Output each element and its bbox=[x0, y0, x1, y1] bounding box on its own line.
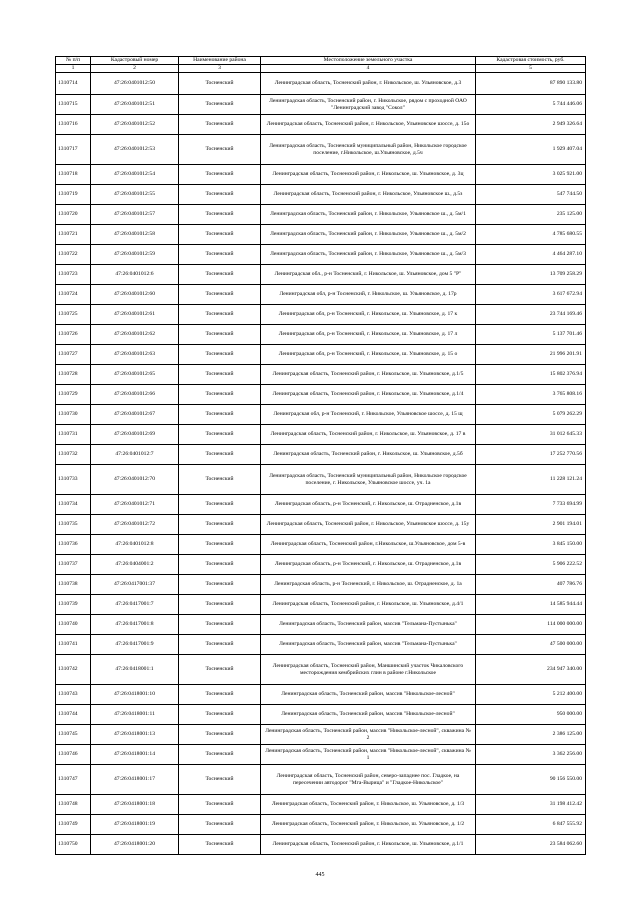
location-cell: Ленинградская область, Тосненский район, массив "Тельмана-Пустынька" bbox=[261, 615, 476, 635]
cost-cell: 23 744 169.46 bbox=[476, 305, 586, 325]
table-row bbox=[56, 73, 586, 95]
cost-cell: 234 947 340.00 bbox=[476, 655, 586, 685]
cadastral-number-cell: 47:26:0418001:20 bbox=[91, 835, 179, 855]
row-index-cell: 1310743 bbox=[56, 685, 91, 705]
cost-cell: 2 386 125.00 bbox=[476, 725, 586, 745]
row-index-cell: 1310732 bbox=[56, 445, 91, 465]
district-cell: Тосненский bbox=[179, 655, 261, 685]
district-cell: Тосненский bbox=[179, 225, 261, 245]
table-row bbox=[56, 495, 586, 515]
location-cell: Ленинградская обл, р-н Тосненский, г. Никольское, ш. Ульяновское, д. 17 к bbox=[261, 305, 476, 325]
cost-cell: 23 584 062.60 bbox=[476, 835, 586, 855]
cost-cell: 31 198 412.42 bbox=[476, 795, 586, 815]
row-index-cell: 1310745 bbox=[56, 725, 91, 745]
table-body bbox=[56, 73, 586, 855]
table-row bbox=[56, 225, 586, 245]
row-index-cell: 1310733 bbox=[56, 465, 91, 495]
cost-cell: 13 709 258.29 bbox=[476, 265, 586, 285]
row-index-cell: 1310742 bbox=[56, 655, 91, 685]
row-index-cell: 1310717 bbox=[56, 135, 91, 165]
district-cell: Тосненский bbox=[179, 685, 261, 705]
district-cell: Тосненский bbox=[179, 285, 261, 305]
location-cell: Ленинградская область, Тосненский район, массив "Никольское-лесной", скважина № 1 bbox=[261, 745, 476, 765]
cost-cell: 6 847 555.92 bbox=[476, 815, 586, 835]
table-row bbox=[56, 205, 586, 225]
cadastral-number-cell: 47:26:0401012:61 bbox=[91, 305, 179, 325]
cost-cell: 3 765 808.16 bbox=[476, 385, 586, 405]
cadastral-number-cell: 47:26:0417001:7 bbox=[91, 595, 179, 615]
row-index-cell: 1310721 bbox=[56, 225, 91, 245]
row-index-cell: 1310714 bbox=[56, 73, 91, 95]
table-row bbox=[56, 385, 586, 405]
column-number: 3 bbox=[179, 65, 261, 73]
row-index-cell: 1310735 bbox=[56, 515, 91, 535]
location-cell: Ленинградская область, Тосненский район, г. Никольское, ш. Ульяновское, д.1/4 bbox=[261, 385, 476, 405]
district-cell: Тосненский bbox=[179, 555, 261, 575]
location-cell: Ленинградская область, Тосненский район, г. Никольское, Ульяновское ш., д. 5м/2 bbox=[261, 225, 476, 245]
cadastral-number-cell: 47:26:0401012:67 bbox=[91, 405, 179, 425]
cost-cell: 3 025 921.00 bbox=[476, 165, 586, 185]
cost-cell: 4 785 680.55 bbox=[476, 225, 586, 245]
row-index-cell: 1310746 bbox=[56, 745, 91, 765]
row-index-cell: 1310738 bbox=[56, 575, 91, 595]
table-row bbox=[56, 95, 586, 115]
district-cell: Тосненский bbox=[179, 445, 261, 465]
row-index-cell: 1310737 bbox=[56, 555, 91, 575]
location-cell: Ленинградская область, Тосненский район, г. Никольское, Ульяновское ш., д. 5м/1 bbox=[261, 205, 476, 225]
cost-cell: 1 929 407.04 bbox=[476, 135, 586, 165]
row-index-cell: 1310725 bbox=[56, 305, 91, 325]
row-index-cell: 1310729 bbox=[56, 385, 91, 405]
column-number: 1 bbox=[56, 65, 91, 73]
cadastral-number-cell: 47:26:0401012:72 bbox=[91, 515, 179, 535]
location-cell: Ленинградская область, Тосненский район, г. Никольское, ш. Ульяновское, д. 1/2 bbox=[261, 815, 476, 835]
table-row bbox=[56, 705, 586, 725]
cost-cell: 14 585 944.44 bbox=[476, 595, 586, 615]
cadastral-number-cell: 47:26:0401012:50 bbox=[91, 73, 179, 95]
district-cell: Тосненский bbox=[179, 465, 261, 495]
district-cell: Тосненский bbox=[179, 815, 261, 835]
cadastral-number-cell: 47:26:0401012:53 bbox=[91, 135, 179, 165]
row-index-cell: 1310739 bbox=[56, 595, 91, 615]
cadastral-number-cell: 47:26:0418001:13 bbox=[91, 725, 179, 745]
table-row bbox=[56, 115, 586, 135]
row-index-cell: 1310731 bbox=[56, 425, 91, 445]
table-row bbox=[56, 535, 586, 555]
table-row bbox=[56, 745, 586, 765]
location-cell: Ленинградская обл, р-н Тосненский, г. Никольское, ш. Ульяновское, д. 17 л bbox=[261, 325, 476, 345]
location-cell: Ленинградская область, Тосненский район, северо-западнее пос. Гладкое, на пересечении автодорог "Мга-Вырица" и "Гладкое-Никольское" bbox=[261, 765, 476, 795]
location-cell: Ленинградская область, Тосненский район, г. Никольское, Ульяновское ш., д. 5м/3 bbox=[261, 245, 476, 265]
location-cell: Ленинградская область, Тосненский район, г. Никольское, Ульяновское шоссе, д. 15о bbox=[261, 115, 476, 135]
district-cell: Тосненский bbox=[179, 515, 261, 535]
table-row bbox=[56, 245, 586, 265]
district-cell: Тосненский bbox=[179, 835, 261, 855]
page-number: 445 bbox=[315, 872, 325, 878]
column-number: 5 bbox=[476, 65, 586, 73]
cost-cell: 5 079 262.29 bbox=[476, 405, 586, 425]
district-cell: Тосненский bbox=[179, 135, 261, 165]
cost-cell: 3 845 150.00 bbox=[476, 535, 586, 555]
location-cell: Ленинградская область, Тосненский район, массив "Никольское-лесной" bbox=[261, 685, 476, 705]
location-cell: Ленинградская область, Тосненский район, массив "Никольское-лесной", скважина № 2 bbox=[261, 725, 476, 745]
cadastral-number-cell: 47:26:0404001:2 bbox=[91, 555, 179, 575]
cost-cell: 235 125.00 bbox=[476, 205, 586, 225]
cost-cell: 5 212 400.00 bbox=[476, 685, 586, 705]
table-row bbox=[56, 445, 586, 465]
location-cell: Ленинградская область, Тосненский район, г. Никольское, ш. Ульяновское, д.1/5 bbox=[261, 365, 476, 385]
table-row bbox=[56, 815, 586, 835]
cost-cell: 87 890 133.80 bbox=[476, 73, 586, 95]
cadastral-table bbox=[55, 56, 586, 855]
table-row bbox=[56, 405, 586, 425]
table-row bbox=[56, 305, 586, 325]
cadastral-number-cell: 47:26:0401012:63 bbox=[91, 345, 179, 365]
district-cell: Тосненский bbox=[179, 575, 261, 595]
cadastral-number-cell: 47:26:0418001:11 bbox=[91, 705, 179, 725]
table-row bbox=[56, 575, 586, 595]
cost-cell: 950 000.00 bbox=[476, 705, 586, 725]
district-cell: Тосненский bbox=[179, 635, 261, 655]
cost-cell: 47 500 000.00 bbox=[476, 635, 586, 655]
row-index-cell: 1310741 bbox=[56, 635, 91, 655]
column-number: 4 bbox=[261, 65, 476, 73]
document-page bbox=[55, 56, 585, 855]
district-cell: Тосненский bbox=[179, 245, 261, 265]
cadastral-number-cell: 47:26:0417001:37 bbox=[91, 575, 179, 595]
row-index-cell: 1310727 bbox=[56, 345, 91, 365]
row-index-cell: 1310749 bbox=[56, 815, 91, 835]
cadastral-number-cell: 47:26:0418001:17 bbox=[91, 765, 179, 795]
table-row bbox=[56, 425, 586, 445]
header-location: Местоположение земельного участка bbox=[261, 57, 476, 65]
cadastral-number-cell: 47:26:0401012:51 bbox=[91, 95, 179, 115]
row-index-cell: 1310740 bbox=[56, 615, 91, 635]
location-cell: Ленинградская область, Тосненский район, массив "Тельмана-Пустынька" bbox=[261, 635, 476, 655]
cost-cell: 2 949 326.64 bbox=[476, 115, 586, 135]
table-row bbox=[56, 135, 586, 165]
location-cell: Ленинградская область, Тосненский район, г. Никольское, рядом с проходной ОАО "Ленинградский завод "Сокол" bbox=[261, 95, 476, 115]
row-index-cell: 1310748 bbox=[56, 795, 91, 815]
cadastral-number-cell: 47:26:0401012:59 bbox=[91, 245, 179, 265]
row-index-cell: 1310720 bbox=[56, 205, 91, 225]
location-cell: Ленинградская область, Тосненский район, Маншинский участок Чикаловского месторождения кембрийских глин в районе г.Никольское bbox=[261, 655, 476, 685]
location-cell: Ленинградская область, Тосненский район, г. Никольское, ш. Ульяновское, д.1/1 bbox=[261, 835, 476, 855]
district-cell: Тосненский bbox=[179, 705, 261, 725]
location-cell: Ленинградская область, р-н Тосненский, г. Никольское, ш. Отрадненское, д.1в bbox=[261, 495, 476, 515]
cadastral-number-cell: 47:26:0401012:66 bbox=[91, 385, 179, 405]
cost-cell: 5 137 701.46 bbox=[476, 325, 586, 345]
district-cell: Тосненский bbox=[179, 765, 261, 795]
table-row bbox=[56, 655, 586, 685]
district-cell: Тосненский bbox=[179, 325, 261, 345]
header-index: № п/п bbox=[56, 57, 91, 65]
cost-cell: 7 733 694.99 bbox=[476, 495, 586, 515]
district-cell: Тосненский bbox=[179, 165, 261, 185]
cadastral-number-cell: 47:26:0418001:14 bbox=[91, 745, 179, 765]
table-row bbox=[56, 725, 586, 745]
district-cell: Тосненский bbox=[179, 115, 261, 135]
cost-cell: 31 012 645.33 bbox=[476, 425, 586, 445]
table-row bbox=[56, 765, 586, 795]
cadastral-number-cell: 47:26:0401012:52 bbox=[91, 115, 179, 135]
location-cell: Ленинградская область, Тосненский район, г. Никольское, ш. Ульяновское, д.5б bbox=[261, 445, 476, 465]
cost-cell: 407 786.76 bbox=[476, 575, 586, 595]
district-cell: Тосненский bbox=[179, 745, 261, 765]
cadastral-number-cell: 47:26:0401012:71 bbox=[91, 495, 179, 515]
location-cell: Ленинградская обл, р-н Тосненский, г. Никольское, ш. Ульяновское, д. 17р bbox=[261, 285, 476, 305]
table-row bbox=[56, 325, 586, 345]
cadastral-number-cell: 47:26:0401012:7 bbox=[91, 445, 179, 465]
cadastral-number-cell: 47:26:0418001:19 bbox=[91, 815, 179, 835]
district-cell: Тосненский bbox=[179, 265, 261, 285]
location-cell: Ленинградская область, Тосненский район, г. Никольское, ш. Ульяновское, д. 1/3 bbox=[261, 795, 476, 815]
row-index-cell: 1310747 bbox=[56, 765, 91, 795]
table-row bbox=[56, 555, 586, 575]
cadastral-number-cell: 47:26:0401012:54 bbox=[91, 165, 179, 185]
cadastral-number-cell: 47:26:0401012:55 bbox=[91, 185, 179, 205]
cadastral-number-cell: 47:26:0401012:62 bbox=[91, 325, 179, 345]
location-cell: Ленинградская область, Тосненский район, г. Никольское, ш. Ульяновское, д.4/1 bbox=[261, 595, 476, 615]
district-cell: Тосненский bbox=[179, 365, 261, 385]
cadastral-number-cell: 47:26:0401012:58 bbox=[91, 225, 179, 245]
cost-cell: 2 901 194.01 bbox=[476, 515, 586, 535]
cadastral-number-cell: 47:26:0417001:8 bbox=[91, 615, 179, 635]
location-cell: Ленинградская область, Тосненский район, массив "Никольское-лесной" bbox=[261, 705, 476, 725]
location-cell: Ленинградская область, Тосненский район, г. Никольское, Ульяновское ш., д.5з bbox=[261, 185, 476, 205]
cadastral-number-cell: 47:26:0401012:70 bbox=[91, 465, 179, 495]
location-cell: Ленинградская обл, р-н Тосненский, г. Никольское, ш. Ульяновское, д. 15 о bbox=[261, 345, 476, 365]
table-row bbox=[56, 285, 586, 305]
table-row bbox=[56, 685, 586, 705]
district-cell: Тосненский bbox=[179, 305, 261, 325]
district-cell: Тосненский bbox=[179, 795, 261, 815]
location-cell: Ленинградская область, Тосненский муниципальный район, Никольское городское поселение, г.Никольское, ш.Ульяновское, д.5ч bbox=[261, 135, 476, 165]
district-cell: Тосненский bbox=[179, 595, 261, 615]
location-cell: Ленинградская область, Тосненский район, г. Никольское, ш. Ульяновское, д. 3ц bbox=[261, 165, 476, 185]
row-index-cell: 1310724 bbox=[56, 285, 91, 305]
cadastral-number-cell: 47:26:0401012:60 bbox=[91, 285, 179, 305]
district-cell: Тосненский bbox=[179, 95, 261, 115]
cadastral-number-cell: 47:26:0401012:69 bbox=[91, 425, 179, 445]
cadastral-number-cell: 47:26:0401012:65 bbox=[91, 365, 179, 385]
cost-cell: 90 156 550.00 bbox=[476, 765, 586, 795]
cadastral-number-cell: 47:26:0418001:1 bbox=[91, 655, 179, 685]
row-index-cell: 1310719 bbox=[56, 185, 91, 205]
cadastral-number-cell: 47:26:0401012:8 bbox=[91, 535, 179, 555]
cost-cell: 5 744 446.06 bbox=[476, 95, 586, 115]
row-index-cell: 1310736 bbox=[56, 535, 91, 555]
table-row bbox=[56, 265, 586, 285]
location-cell: Ленинградская область, р-н Тосненский, г. Никольское, ш. Отрадненское, д.1в bbox=[261, 555, 476, 575]
row-index-cell: 1310728 bbox=[56, 365, 91, 385]
header-district: Наименование района bbox=[179, 57, 261, 65]
district-cell: Тосненский bbox=[179, 535, 261, 555]
location-cell: Ленинградская область, Тосненский район, г.Никольское, ш.Ульяновское, дом 5-в bbox=[261, 535, 476, 555]
table-row bbox=[56, 595, 586, 615]
row-index-cell: 1310715 bbox=[56, 95, 91, 115]
district-cell: Тосненский bbox=[179, 495, 261, 515]
row-index-cell: 1310726 bbox=[56, 325, 91, 345]
table-row bbox=[56, 465, 586, 495]
cost-cell: 547 744.50 bbox=[476, 185, 586, 205]
cost-cell: 21 996 201.91 bbox=[476, 345, 586, 365]
location-cell: Ленинградская обл., р-н Тосненский, г. Никольское, ш. Ульяновское, дом 5 "Р" bbox=[261, 265, 476, 285]
row-index-cell: 1310734 bbox=[56, 495, 91, 515]
district-cell: Тосненский bbox=[179, 73, 261, 95]
row-index-cell: 1310718 bbox=[56, 165, 91, 185]
district-cell: Тосненский bbox=[179, 615, 261, 635]
cadastral-number-cell: 47:26:0401012:57 bbox=[91, 205, 179, 225]
location-cell: Ленинградская область, р-н Тосненский, г. Никольское, ш. Отрадненское, д. 1а bbox=[261, 575, 476, 595]
district-cell: Тосненский bbox=[179, 425, 261, 445]
cost-cell: 3 362 256.00 bbox=[476, 745, 586, 765]
row-index-cell: 1310723 bbox=[56, 265, 91, 285]
table-row bbox=[56, 515, 586, 535]
cost-cell: 17 252 770.56 bbox=[476, 445, 586, 465]
cost-cell: 114 000 000.00 bbox=[476, 615, 586, 635]
row-index-cell: 1310716 bbox=[56, 115, 91, 135]
table-row bbox=[56, 185, 586, 205]
cadastral-number-cell: 47:26:0418001:10 bbox=[91, 685, 179, 705]
cost-cell: 5 906 222.52 bbox=[476, 555, 586, 575]
district-cell: Тосненский bbox=[179, 385, 261, 405]
table-row bbox=[56, 165, 586, 185]
district-cell: Тосненский bbox=[179, 405, 261, 425]
table-row bbox=[56, 615, 586, 635]
location-cell: Ленинградская обл, р-н Тосненский, г. Никольское, Ульяновское шоссе, д. 15 щ bbox=[261, 405, 476, 425]
location-cell: Ленинградская область, Тосненский муниципальный район, Никольское городское поселение, г. Никольское, Ульяновское шоссе, уч. 1а bbox=[261, 465, 476, 495]
cadastral-number-cell: 47:26:0418001:18 bbox=[91, 795, 179, 815]
header-cost: Кадастровая стоимость, руб. bbox=[476, 57, 586, 65]
table-row bbox=[56, 635, 586, 655]
table-row bbox=[56, 795, 586, 815]
row-index-cell: 1310744 bbox=[56, 705, 91, 725]
location-cell: Ленинградская область, Тосненский район, г. Никольское, Ульяновское шоссе, д. 15у bbox=[261, 515, 476, 535]
header-row bbox=[56, 57, 586, 65]
district-cell: Тосненский bbox=[179, 725, 261, 745]
district-cell: Тосненский bbox=[179, 345, 261, 365]
cadastral-number-cell: 47:26:0401012:6 bbox=[91, 265, 179, 285]
cost-cell: 15 802 376.94 bbox=[476, 365, 586, 385]
table-row bbox=[56, 345, 586, 365]
column-number-row bbox=[56, 65, 586, 73]
district-cell: Тосненский bbox=[179, 185, 261, 205]
table-row bbox=[56, 365, 586, 385]
row-index-cell: 1310750 bbox=[56, 835, 91, 855]
cost-cell: 4 464 287.10 bbox=[476, 245, 586, 265]
district-cell: Тосненский bbox=[179, 205, 261, 225]
row-index-cell: 1310730 bbox=[56, 405, 91, 425]
table-row bbox=[56, 835, 586, 855]
location-cell: Ленинградская область, Тосненский район, г. Никольское, ш. Ульяновское, д. 17 в bbox=[261, 425, 476, 445]
column-number: 2 bbox=[91, 65, 179, 73]
location-cell: Ленинградская область, Тосненский район, г. Никольское, ш. Ульяновское, д.3 bbox=[261, 73, 476, 95]
header-cadastral-number: Кадастровый номер bbox=[91, 57, 179, 65]
cost-cell: 11 228 121.24 bbox=[476, 465, 586, 495]
cost-cell: 3 617 672.94 bbox=[476, 285, 586, 305]
cadastral-number-cell: 47:26:0417001:9 bbox=[91, 635, 179, 655]
row-index-cell: 1310722 bbox=[56, 245, 91, 265]
